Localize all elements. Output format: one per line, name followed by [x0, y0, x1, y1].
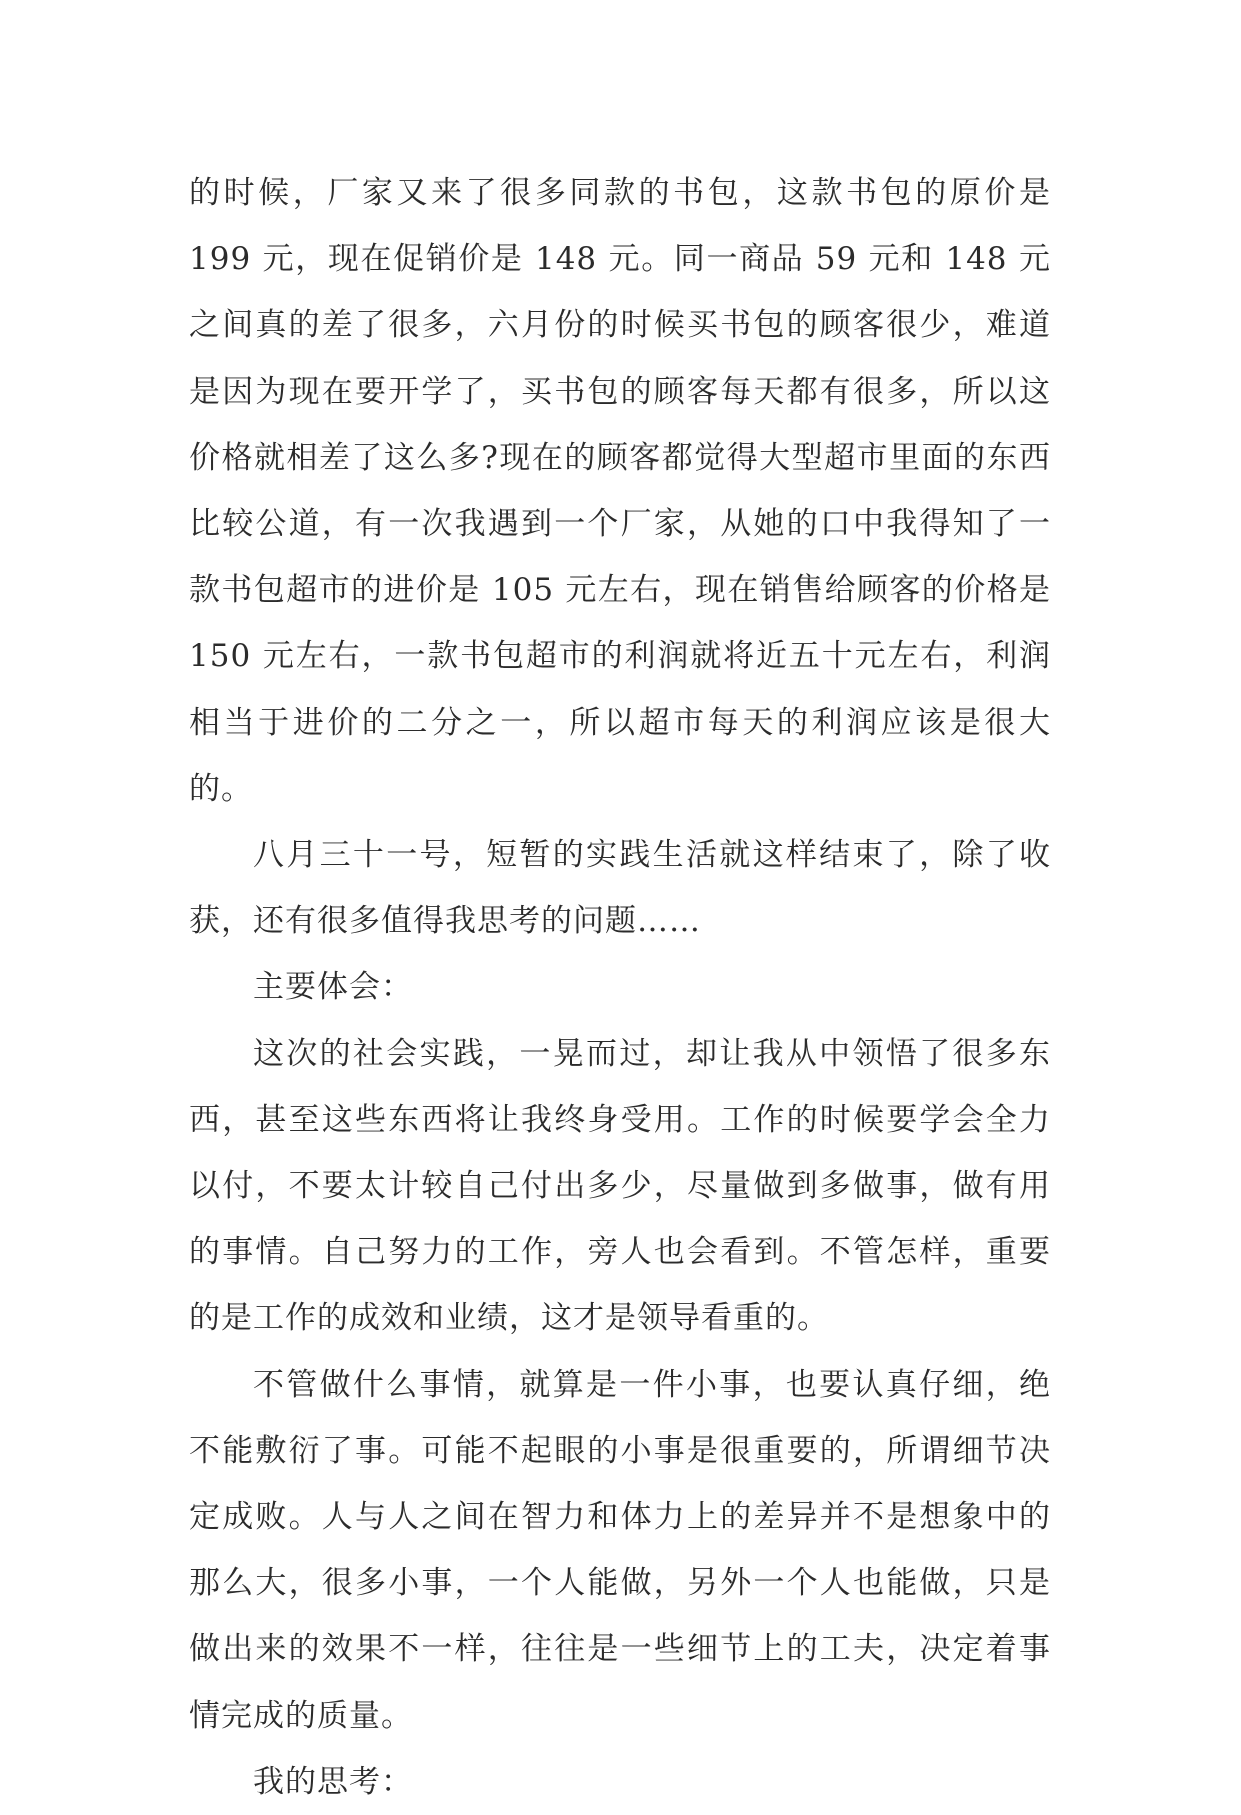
- paragraph-details-matter: 不管做什么事情，就算是一件小事，也要认真仔细，绝不能敷衍了事。可能不起眼的小事是很重要的，所谓细节决定成败。人与人之间在智力和体力上的差异并不是想象中的那么大，很多小事，一个人能做，另外一个人也能做，只是做出来的效果不一样，往往是一些细节上的工夫，决定着事情完成的质量。: [189, 1366, 1051, 1734]
- document-body: [189, 160, 1051, 1815]
- paragraph-practice-end: 八月三十一号，短暂的实践生活就这样结束了，除了收获，还有很多值得我思考的问题……: [189, 837, 1051, 940]
- paragraph-social-practice: 这次的社会实践，一晃而过，却让我从中领悟了很多东西，甚至这些东西将让我终身受用。工作的时候要学会全力以付，不要太计较自己付出多少，尽量做到多做事，做有用的事情。自己努力的工作，旁人也会看到。不管怎样，重要的是工作的成效和业绩，这才是领导看重的。: [189, 1035, 1051, 1337]
- heading-main-experience: 主要体会：: [253, 969, 413, 1006]
- heading-my-thoughts: 我的思考：: [253, 1763, 413, 1800]
- paragraph-bookbag-pricing: 的时候，厂家又来了很多同款的书包，这款书包的原价是 199 元，现在促销价是 148 元。同一商品 59 元和 148 元之间真的差了很多，六月份的时候买书包的顾客很少，难道是因为现在要开学了，买书包的顾客每天都有很多，所以这价格就相差了这么多?现在的顾客都觉得大型超市里面的东西比较公道，有一次我遇到一个厂家，从她的口中我得知了一款书包超市的进价是 105 元左右，现在销售给顾客的价格是 150 元左右，一款书包超市的利润就将近五十元左右，利润相当于进价的二分之一，所以超市每天的利润应该是很大的。: [189, 175, 1051, 807]
